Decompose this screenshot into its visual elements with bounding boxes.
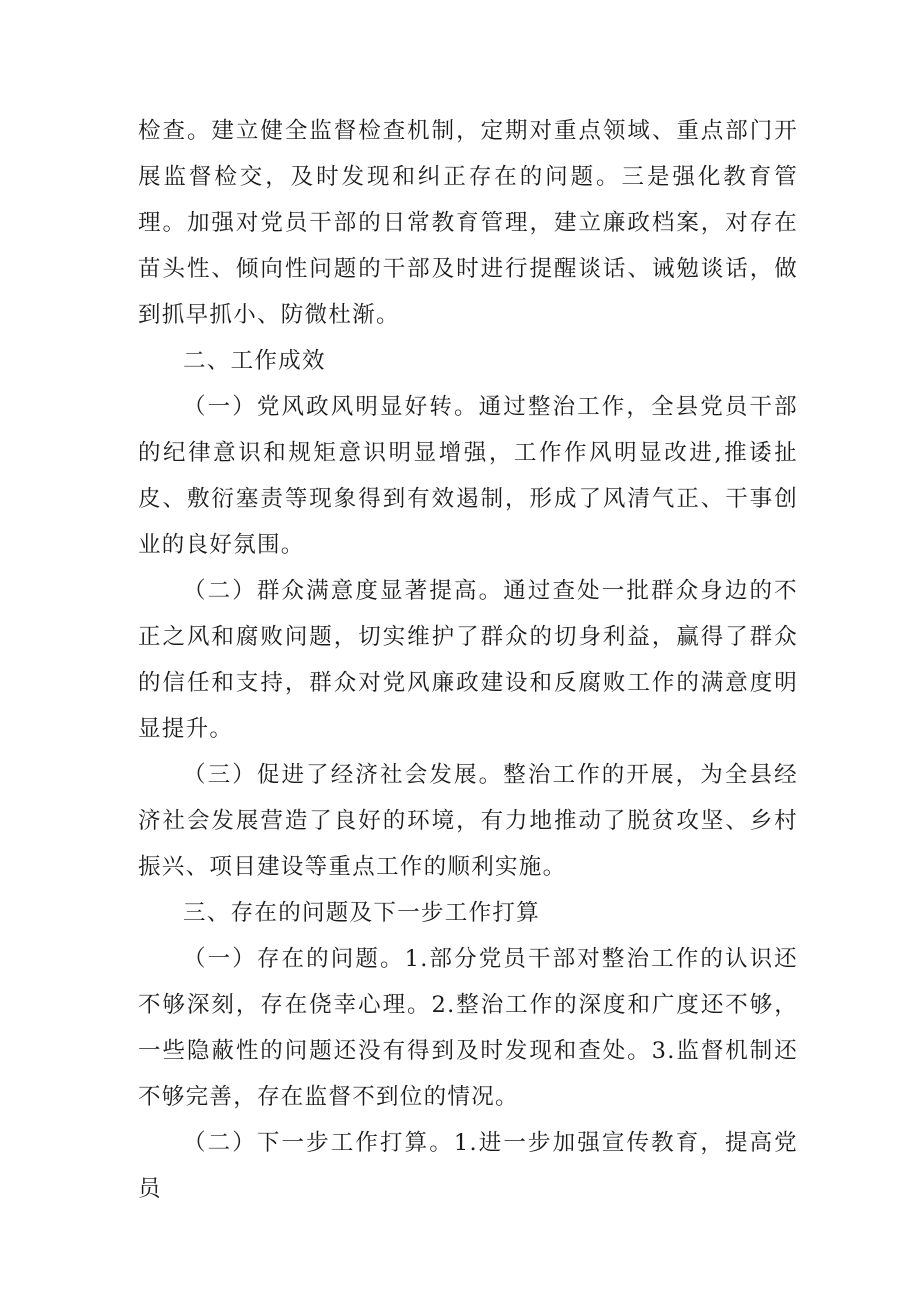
paragraph-next-steps: （二）下一步工作打算。1.进一步加强宣传教育，提高党员 xyxy=(138,1130,798,1202)
section-heading-problems-plans: 三、存在的问题及下一步工作打算 xyxy=(183,900,541,926)
section-heading-work-results: 二、工作成效 xyxy=(183,348,326,374)
document-body xyxy=(138,108,798,1212)
paragraph-continuation: 检查。建立健全监督检查机制，定期对重点领域、重点部门开展监督检交，及时发现和纠正存在的问题。三是强化教育管理。加强对党员干部的日常教育管理，建立廉政档案，对存在苗头性、倾向性问题的干部及时进行提醒谈话、诫勉谈话，做到抓早抓小、防微杜渐。 xyxy=(138,118,798,328)
paragraph-results-3: （三）促进了经济社会发展。整治工作的开展，为全县经济社会发展营造了良好的环境，有力地推动了脱贫攻坚、乡村振兴、项目建设等重点工作的顺利实施。 xyxy=(138,762,798,880)
paragraph-problems: （一）存在的问题。1.部分党员干部对整治工作的认识还不够深刻，存在侥幸心理。2.整治工作的深度和广度还不够，一些隐蔽性的问题还没有得到及时发现和查处。3.监督机制还不够完善，存在监督不到位的情况。 xyxy=(138,946,798,1110)
paragraph-results-2: （二）群众满意度显著提高。通过查处一批群众身边的不正之风和腐败问题，切实维护了群众的切身利益，赢得了群众的信任和支持，群众对党风廉政建设和反腐败工作的满意度明显提升。 xyxy=(138,578,798,742)
paragraph-results-1: （一）党风政风明显好转。通过整治工作，全县党员干部的纪律意识和规矩意识明显增强，工作作风明显改进,推诿扯皮、敷衍塞责等现象得到有效遏制，形成了风清气正、干事创业的良好氛围。 xyxy=(138,394,798,558)
